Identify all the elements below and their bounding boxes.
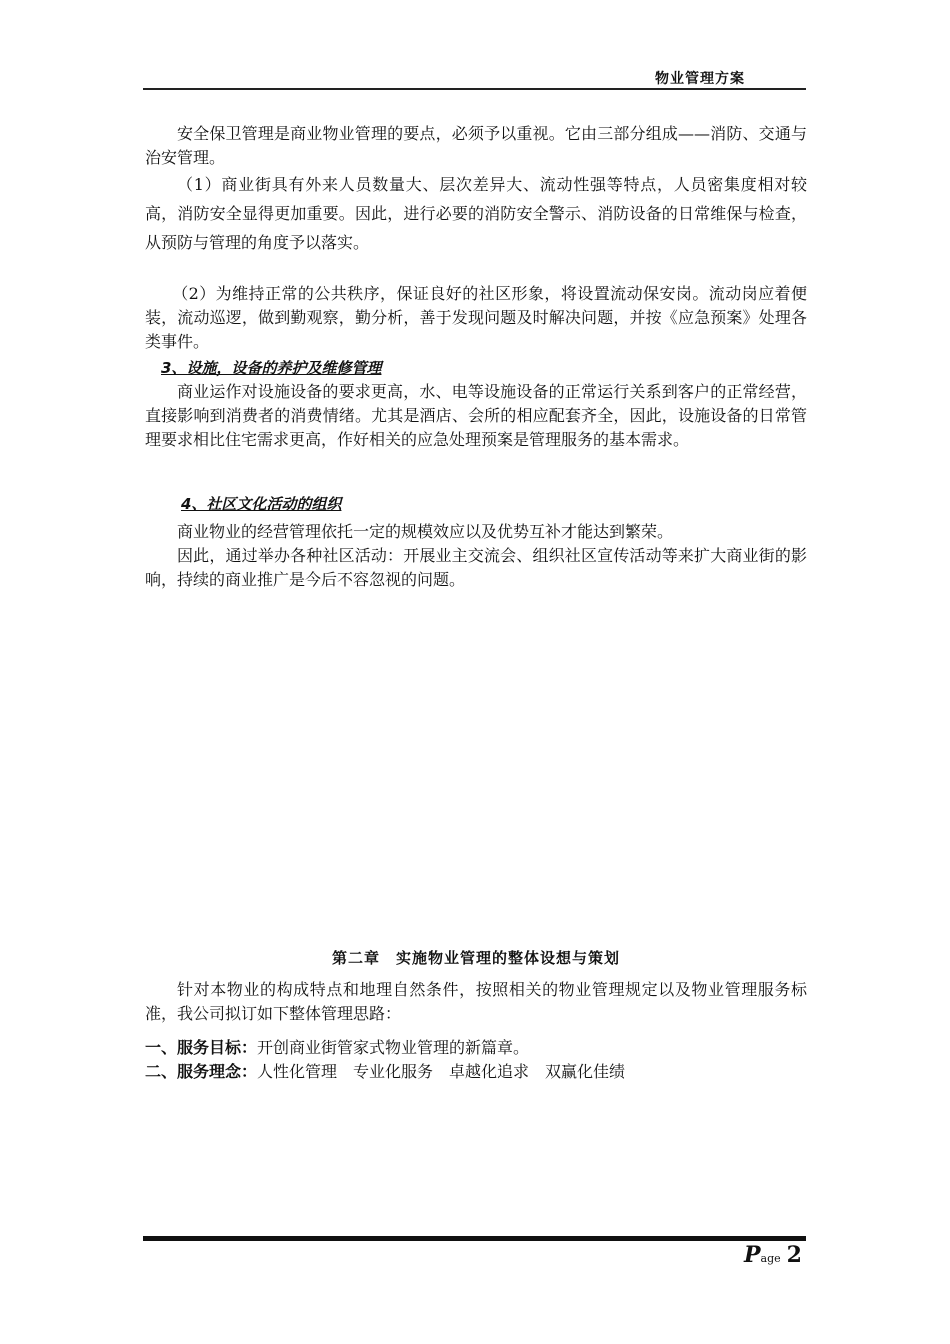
page-number-footer [744, 1242, 802, 1268]
service-goal-line [145, 1036, 807, 1060]
culture-heading: 4、社区文化活动的组织 [181, 495, 342, 513]
security-intro-paragraph: 安全保卫管理是商业物业管理的要点，必须予以重视。它由三部分组成——消防、交通与治安管理。 [145, 124, 807, 167]
culture-paragraph-1: 商业物业的经营管理依托一定的规模效应以及优势互补才能达到繁荣。 [177, 522, 674, 541]
chapter-2-intro-paragraph: 针对本物业的构成特点和地理自然条件，按照相关的物业管理规定以及物业管理服务标准，我公司拟订如下整体管理思路： [145, 980, 807, 1023]
service-concept-line [145, 1060, 807, 1084]
service-concept-label: 二、服务理念： [145, 1062, 258, 1081]
facilities-paragraph: 商业运作对设施设备的要求更高，水、电等设施设备的正常运行关系到客户的正常经营，直接影响到消费者的消费情绪。尤其是酒店、会所的相应配套齐全，因此，设施设备的日常管理要求相比住宅需求更高，作好相关的应急处理预案是管理服务的基本需求。 [145, 382, 807, 449]
culture-paragraph-2: 因此，通过举办各种社区活动：开展业主交流会、组织社区宣传活动等来扩大商业街的影响，持续的商业推广是今后不容忽视的问题。 [145, 546, 807, 589]
facilities-heading: 3、设施，设备的养护及维修管理 [161, 359, 382, 377]
security-item-2-paragraph: （2）为维持正常的公共秩序，保证良好的社区形象，将设置流动保安岗。流动岗应着便装，流动巡逻，做到勤观察，勤分析，善于发现问题及时解决问题，并按《应急预案》处理各类事件。 [145, 284, 807, 351]
section-facilities [145, 356, 807, 452]
footer-rule [143, 1236, 806, 1241]
security-item-1-paragraph: （1）商业街具有外来人员数量大、层次差异大、流动性强等特点，人员密集度相对较高，消防安全显得更加重要。因此，进行必要的消防安全警示、消防设备的日常维保与检查，从预防与管理的角度予以落实。 [145, 175, 807, 252]
page-number: 2 [786, 1242, 802, 1268]
chapter-2-body [145, 978, 807, 1084]
page-label-initial: P [744, 1242, 761, 1268]
section-security [145, 122, 807, 257]
header-rule [143, 88, 806, 90]
service-goal-text: 开创商业街管家式物业管理的新篇章。 [257, 1038, 530, 1057]
chapter-2-title: 第二章 实施物业管理的整体设想与策划 [331, 949, 620, 967]
running-header-title: 物业管理方案 [655, 71, 745, 87]
service-goal-label: 一、服务目标： [145, 1038, 258, 1057]
service-concept-text: 人性化管理 专业化服务 卓越化追求 双赢化佳绩 [257, 1062, 626, 1081]
page-label-rest: age [760, 1252, 781, 1265]
section-culture [145, 492, 807, 592]
section-security-continued [145, 282, 807, 354]
